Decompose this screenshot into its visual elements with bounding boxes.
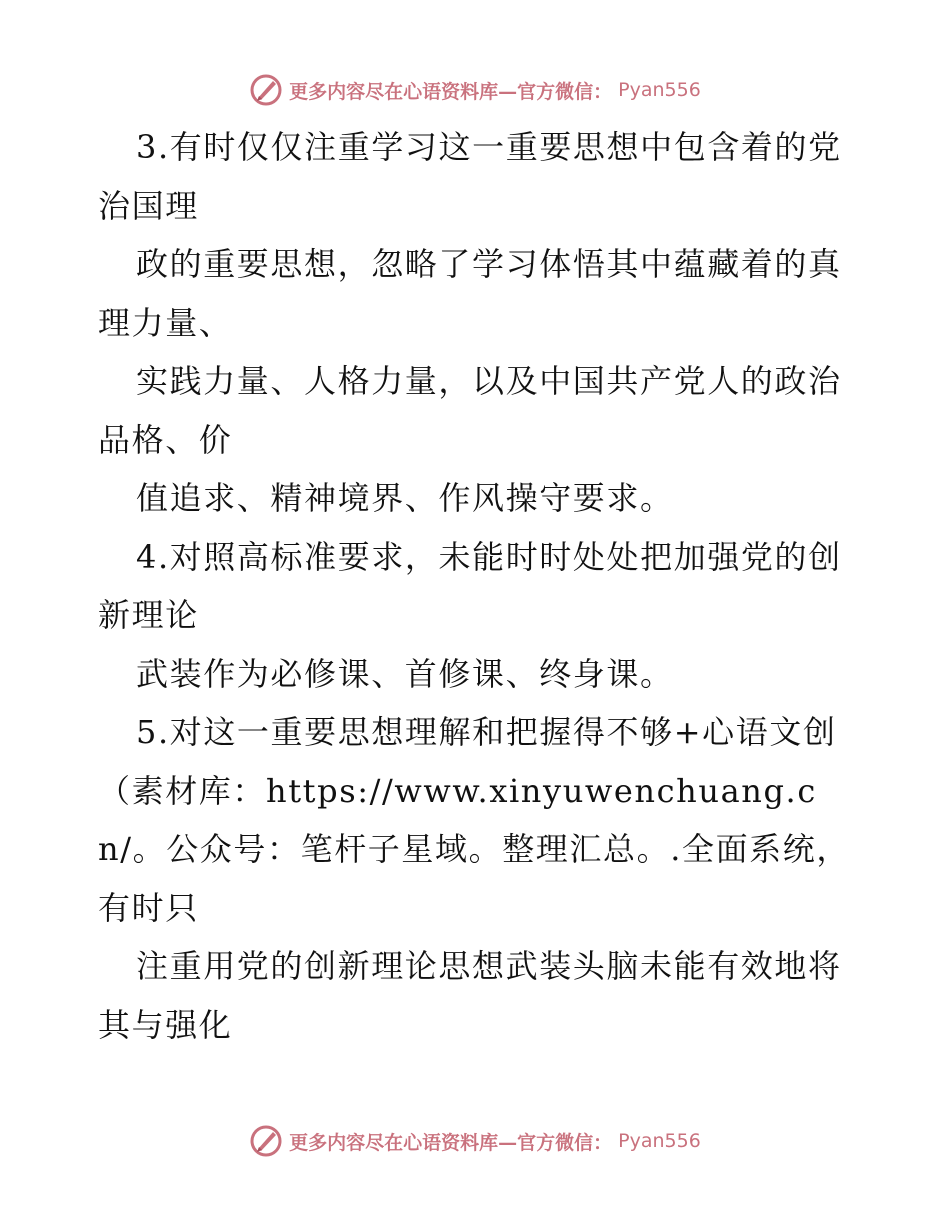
paragraph: 注重用党的创新理论思想武装头脑未能有效地将其与强化: [98, 947, 842, 1044]
document-body: [98, 118, 858, 1054]
footer-banner: [0, 1121, 950, 1161]
paragraph: 值追求、精神境界、作风操守要求。: [136, 479, 674, 517]
header-banner: [0, 70, 950, 110]
paragraph: 实践力量、人格力量，以及中国共产党人的政治品格、价: [98, 362, 842, 459]
paragraph: 5.对这一重要思想理解和把握得不够+心语文创（素材库：https://www.xinyuwenchuang.cn/。公众号：笔杆子星域。整理汇总。.全面系统，有时只: [98, 713, 850, 927]
paragraph: 武装作为必修课、首修课、终身课。: [136, 654, 674, 693]
paragraph: 政的重要思想，忽略了学习体悟其中蕴藏着的真理力量、: [98, 245, 842, 342]
pen-circle-logo-icon: [249, 1124, 283, 1158]
banner-text: 更多内容尽在心语资料库—官方微信：: [289, 1131, 613, 1154]
banner-wechat-id: Pyan556: [618, 79, 701, 101]
banner-wechat-id: Pyan556: [618, 1130, 701, 1152]
pen-circle-logo-icon: [249, 73, 283, 107]
banner-text: 更多内容尽在心语资料库—官方微信：: [289, 80, 613, 103]
paragraph: 4.对照高标准要求，未能时时处处把加强党的创新理论: [98, 537, 842, 634]
paragraph: 3.有时仅仅注重学习这一重要思想中包含着的党治国理: [98, 128, 842, 225]
